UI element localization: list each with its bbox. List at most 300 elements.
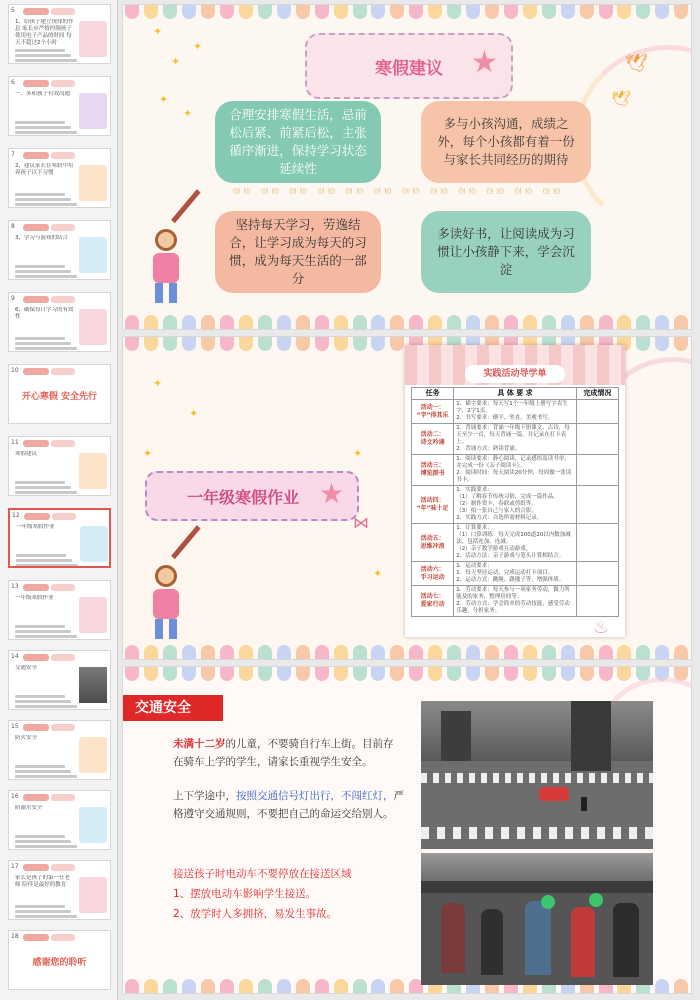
thumb-text-line [15,59,77,62]
bunting-flag [409,645,423,659]
bunting-flag [125,979,139,993]
thumb-text: 一、多和孩子有效沟通 [15,91,71,97]
bunting-flag [220,645,234,659]
slide-thumbnail-rail [0,0,118,1000]
thumb-text-line [16,559,72,562]
sparkle-icon: ✦ [183,107,193,120]
task-requirement-cell: 1．背诵要求：背诵一年级下册课文、古诗，每天至少一首，每天背诵一篇，并记录在打卡表上。 2．背诵方式：熟读背诵。 [454,424,577,455]
thumb-image [79,237,107,273]
slide-thumbnail[interactable] [8,436,111,496]
bunting-flag [125,315,139,329]
bunting-flag [504,667,518,681]
thumb-text-line [15,840,71,843]
task-completion-cell[interactable] [576,400,618,424]
bunting-flag [636,315,650,329]
bunting-flag [277,5,291,19]
thumb-text-line [15,49,65,52]
bunting-flag [182,979,196,993]
thumb-header-tag [23,440,49,447]
paragraph-traffic-lights [173,787,413,823]
bunting-flag [371,979,385,993]
thumb-header-tag [51,864,75,871]
thumb-text: 家长是孩子的第一任老师 陪伴是最好的教育 [15,875,71,888]
task-requirement-cell: 1．劳动要求：每天参与一项家务劳动，做力所能及的家务，整理房间等。 2．劳动方式：学会简单的劳动技能，感受劳动乐趣，分担家务。 [454,586,577,617]
task-completion-cell[interactable] [576,586,618,617]
thumb-text-line [15,265,65,268]
task-name-cell: 活动三： 博览群书 [412,455,454,486]
bunting-flag [315,315,329,329]
bunting-flag [523,315,537,329]
bunting-flag [599,5,613,19]
bunting-flag [220,667,234,681]
thumb-text-line [15,126,71,129]
bunting-flag [466,645,480,659]
bunting-flag [542,667,556,681]
bunting-flag [504,5,518,19]
bunting-flag [655,979,669,993]
bunting-flag [523,5,537,19]
bunting-flag [655,645,669,659]
thumb-text-line [15,193,65,196]
bunting-flag [674,337,688,351]
task-name-cell: 活动五： 思维冲浪 [412,524,454,562]
bunting-flag [542,315,556,329]
thumb-text-line [15,54,71,57]
advice-card-text: 坚持每天学习，劳逸结合，让学习成为每天的习惯，成为每天生活的一部分 [229,217,367,286]
slide-thumbnail[interactable] [8,220,111,280]
thumb-header-tag [23,584,49,591]
bunting-flag [334,315,348,329]
paragraph-text: 的儿童，不要骑自行车上街。目前存在骑车上学的学生，请家长重视学生安全。 [173,738,394,768]
task-completion-cell[interactable] [576,486,618,524]
bunting-flag [144,337,158,351]
bunting-flag [277,979,291,993]
bunting-flag [296,667,310,681]
thumb-header-tag [51,368,75,375]
bunting-flag [371,337,385,351]
bunting-flag [674,5,688,19]
advice-card-3 [215,211,381,293]
street-crossing-photo [421,701,653,849]
table-row [412,455,619,486]
thumb-text-line [15,121,65,124]
thumb-text-line [15,630,71,633]
thumb-text-line [15,486,71,489]
bunting-flag [201,667,215,681]
thumb-header-tag [23,224,49,231]
thumb-header-tag [51,8,75,15]
slide-winter-advice[interactable] [122,4,692,330]
bunny-row-decoration: ᘛᘚ ᘛᘚ ᘛᘚ ᘛᘚ ᘛᘚ ᘛᘚ ᘛᘚ ᘛᘚ ᘛᘚ ᘛᘚ ᘛᘚ ᘛᘚ [233,187,565,196]
bunting-flag [201,645,215,659]
slide-number: 14 [11,653,19,660]
bunting-flag [334,645,348,659]
bunting-flag [125,5,139,19]
bunting-flag [561,667,575,681]
bunting-flag [182,667,196,681]
slide-number: 17 [11,863,19,870]
bunting-flag [163,315,177,329]
slide-thumbnail[interactable] [8,930,111,990]
task-requirement-cell: 1．阅读要求：静心阅读，记录感悟及读书单，并完成一份《亲子阅读卡》。 2．阅读时间：每天阅读20分钟，每周做一张读书卡。 [454,455,577,486]
ribbon-bow-icon: ⋈ [353,513,369,532]
task-requirement-cell: 1．计算要求： （1）口算训练：每天完成100道20以内数加减法，包括连加、连减。 （2）亲子数学游戏互动游戏。 2．活动方法：亲子游戏与笔头计算相结合。 [454,524,577,562]
bunting-flag [125,645,139,659]
ebike-reason-2: 2、放学时人多拥挤，易发生事故。 [173,908,338,920]
bunting-flag [447,645,461,659]
sparkle-icon: ✦ [189,407,199,420]
slide-number: 5 [11,7,15,14]
thumb-header-tag [51,440,75,447]
thumb-text-line [15,347,77,350]
slide-thumbnail[interactable] [8,76,111,136]
bunting-flag [617,645,631,659]
bunting-flag [201,5,215,19]
task-name-cell: 活动二： 诗文吟诵 [412,424,454,455]
thumb-image [80,526,108,562]
bunting-flag [561,645,575,659]
bunting-flag [220,337,234,351]
bunting-flag [239,5,253,19]
thumb-header-tag [51,224,75,231]
bunting-flag [239,645,253,659]
bunting-flag [371,667,385,681]
slide-thumbnail[interactable] [8,790,111,850]
bunting-flag [617,667,631,681]
thumb-header-tag [23,368,49,375]
thumb-text-line [15,491,77,494]
slide-thumbnail[interactable] [8,292,111,352]
bunting-flag [296,979,310,993]
thumb-text-line [15,910,71,913]
bunting-flag [674,979,688,993]
thumb-text-line [15,905,65,908]
bunting-flag [277,645,291,659]
thumb-text-line [15,481,65,484]
slide-number: 11 [11,439,19,446]
thumb-header-tag [23,80,49,87]
thumb-text-line [15,198,71,201]
thumb-text-line [15,625,65,628]
thumb-text-line [15,203,77,206]
bunting-flag [409,315,423,329]
bunting-flag [353,645,367,659]
cupcake-icon: ♨ [593,617,610,638]
star-icon: ★ [471,45,498,80]
paragraph-ebike-title: 接送孩子时电动车不要停放在接送区域 [173,868,352,880]
bunting-flag [334,5,348,19]
bunting-flag [239,979,253,993]
bunting-flag [144,315,158,329]
task-completion-cell[interactable] [576,524,618,562]
bunting-top [123,667,691,681]
bunting-flag [580,315,594,329]
thumb-text: 2、建议家长在寒假中培养孩子以下习惯 [15,163,74,176]
bunting-flag [296,337,310,351]
thumb-text: 交通安全 [15,665,38,671]
thumb-title: 感谢您的聆听 [32,958,87,968]
advice-card-4 [421,211,591,293]
thumb-title: 开心寒假 安全先行 [21,392,98,402]
sparkle-icon: ✦ [171,55,181,68]
bunting-flag [334,337,348,351]
bunting-flag [523,645,537,659]
bunting-flag [580,645,594,659]
thumb-text-line [15,915,77,918]
bunting-flag [353,5,367,19]
thumb-text: 3、学习与游戏的结合 [15,235,68,241]
bunting-flag [409,5,423,19]
bunting-flag [144,667,158,681]
paragraph-text: 上下学途中， [173,790,236,802]
slide-thumbnail[interactable] [8,860,111,920]
advice-card-1 [215,101,381,183]
bunting-flag [296,5,310,19]
slide-number: 7 [11,151,15,158]
task-name-cell: 活动一： “字”得其乐 [412,400,454,424]
bunting-flag [466,667,480,681]
bunting-flag [523,667,537,681]
thumb-header-tag [51,654,75,661]
task-completion-cell[interactable] [576,424,618,455]
bunting-flag [371,5,385,19]
slide-number: 12 [12,512,20,519]
thumb-header-tag [23,864,49,871]
bunting-flag [542,5,556,19]
thumb-header-tag [51,584,75,591]
child-painter-illustration [137,565,197,645]
table-row [412,586,619,617]
bunting-flag [371,645,385,659]
bunting-flag [296,315,310,329]
thumb-image [79,453,107,489]
bunting-flag [655,315,669,329]
bunting-flag [390,645,404,659]
bunting-flag [466,315,480,329]
thumb-text-line [15,275,77,278]
slide-title: 寒假建议 [375,58,443,79]
thumb-text-line [15,845,77,848]
table-row [412,562,619,586]
bunting-bottom [123,315,691,329]
sparkle-icon: ✦ [373,567,383,580]
bunting-flag [258,667,272,681]
bunting-flag [182,5,196,19]
task-requirement-cell: 1．描字要求：每天写1个一年级上册写字表生字，2字1页。 2．书写要求：横平、竖直、美观书写。 [454,400,577,424]
thumb-header-tag [23,152,49,159]
thumb-text: 一年级寒假作业 [15,595,54,601]
bunting-flag [561,5,575,19]
bunting-flag [163,645,177,659]
slide-thumbnail[interactable] [8,4,111,64]
thumb-text-line [16,554,66,557]
bunting-bottom [123,645,691,659]
thumb-text-line [15,131,77,134]
bunting-flag [239,337,253,351]
bunting-flag [466,5,480,19]
slide-number: 10 [11,367,19,374]
bunting-flag [485,667,499,681]
bunting-flag [334,667,348,681]
slide-number: 15 [11,723,19,730]
advice-card-text: 合理安排寒假生活，忌前松后紧、前紧后松，主张循序渐进，保持学习状态延续性 [229,107,367,176]
bunting-flag [182,337,196,351]
task-name-cell: 活动四： “年”味十足 [412,486,454,524]
thumb-image [79,309,107,345]
thumb-text-line [15,342,71,345]
bunting-flag [390,979,404,993]
bunting-flag [390,5,404,19]
bunting-flag [674,645,688,659]
thumb-image [79,807,107,843]
table-header-row [412,388,619,400]
bunting-flag [277,315,291,329]
slide-thumbnail[interactable] [8,364,111,424]
homework-sheet [405,345,625,637]
thumb-image [79,877,107,913]
thumb-image [79,93,107,129]
bunting-flag [636,5,650,19]
bunting-flag [163,5,177,19]
bunting-flag [296,645,310,659]
thumb-text-line [15,337,65,340]
bunting-flag [258,5,272,19]
bird-icon: 🕊 [611,89,632,108]
sparkle-icon: ✦ [353,447,363,460]
slide-number: 13 [11,583,19,590]
thumb-header-tag [24,513,50,520]
thumb-text: 1、给孩子建立规律的作息 家长应严格控制孩子使用电子产品的时间 每天不超过2个小时 [15,19,74,46]
bunting-flag [144,5,158,19]
table-header: 具 体 要 求 [454,388,577,400]
bunting-flag [125,337,139,351]
bunting-flag [504,645,518,659]
bunting-flag [220,315,234,329]
advice-card-2 [421,101,591,183]
table-header: 完成情况 [576,388,618,400]
bunting-flag [617,5,631,19]
thumb-text: 一年级寒假作业 [16,524,55,530]
slide-traffic-safety[interactable] [122,666,692,994]
thumb-text-line [15,765,65,768]
sparkle-icon: ✦ [193,40,203,53]
bunting-flag [542,645,556,659]
bunting-flag [258,979,272,993]
thumb-text-line [16,564,78,567]
thumb-header-tag [23,934,49,941]
thumb-header-tag [51,934,75,941]
bunting-flag [353,667,367,681]
bunting-flag [277,337,291,351]
bunting-flag [125,667,139,681]
bunting-flag [447,667,461,681]
bunting-flag [599,315,613,329]
thumb-image [79,737,107,773]
bunting-flag [163,667,177,681]
bunting-flag [220,979,234,993]
bunting-flag [315,5,329,19]
bunting-flag [390,337,404,351]
thumb-text: 防溺水安全 [15,805,43,811]
slide-thumbnail[interactable] [8,580,111,640]
thumb-text-line [15,705,77,708]
bunting-flag [485,645,499,659]
bunting-flag [485,5,499,19]
slide-number: 18 [11,933,19,940]
bunting-flag [258,645,272,659]
thumb-text: 寒假建议 [15,451,38,457]
slide-homework[interactable] [122,336,692,660]
slide-thumbnail[interactable] [8,720,111,780]
table-row [412,400,619,424]
bunting-flag [315,337,329,351]
bunting-flag [599,667,613,681]
bunting-flag [617,315,631,329]
bunting-flag [201,337,215,351]
bunting-flag [201,315,215,329]
advice-card-text: 多与小孩沟通，成绩之外，每个小孩都有着一份与家长共同经历的期待 [437,116,575,167]
slide-number: 16 [11,793,19,800]
bunting-flag [239,667,253,681]
bunting-flag [636,645,650,659]
task-requirement-cell: 1．运动要求： 1．每天坚持运动，完成运动打卡项目。 2．运动方式：跳绳、踢毽子等，增强体质。 [454,562,577,586]
ebike-reason-1: 1、摆放电动车影响学生接送。 [173,888,317,900]
slide-number: 8 [11,223,15,230]
slide-thumbnail[interactable] [8,148,111,208]
table-row [412,524,619,562]
table-row [412,486,619,524]
bunting-flag [504,315,518,329]
bunting-flag [353,979,367,993]
bunting-flag [485,315,499,329]
bunting-flag [182,315,196,329]
thumb-text-line [15,775,77,778]
thumb-text-line [15,270,71,273]
advice-card-text: 多读好书，让阅读成为习惯让小孩静下来，学会沉淀 [437,226,575,277]
bunting-flag [674,315,688,329]
task-name-cell: 活动六： 手习运动 [412,562,454,586]
paragraph-text: 严格遵守交通规则，不要把自己的命运交给别人。 [173,790,404,820]
task-completion-cell[interactable] [576,562,618,586]
bunting-flag [409,667,423,681]
thumb-header-tag [51,724,75,731]
school-gate-crowd-photo [421,853,653,985]
task-requirement-cell: 1．实践要求： （1）了解春节传统习俗，完成一篇作品。 （2）制作贺卡，春联或剪纸等。 （3）拍一张自己与家人的合影。 2．实践方式：自选所需材料记录。 [454,486,577,524]
bunting-flag [277,667,291,681]
table-header: 任务 [412,388,454,400]
thumb-header-tag [51,296,75,303]
bunting-flag [258,315,272,329]
bunting-flag [580,5,594,19]
thumb-text-line [15,635,77,638]
slide-thumbnail[interactable] [8,650,111,710]
task-name-cell: 活动七： 爱家行动 [412,586,454,617]
highlight-age: 未满十二岁 [173,738,226,750]
thumb-header-tag [51,152,75,159]
bunting-flag [163,979,177,993]
bunting-flag [428,667,442,681]
sparkle-icon: ✦ [159,93,169,106]
bunting-flag [447,315,461,329]
thumb-image [79,597,107,633]
paragraph-cycling [173,735,403,771]
task-completion-cell[interactable] [576,455,618,486]
thumb-header-tag [23,724,49,731]
thumb-text: 防火安全 [15,735,38,741]
thumb-header-tag [51,794,75,801]
thumb-text-line [15,700,71,703]
slide-thumbnail[interactable] [8,508,111,568]
